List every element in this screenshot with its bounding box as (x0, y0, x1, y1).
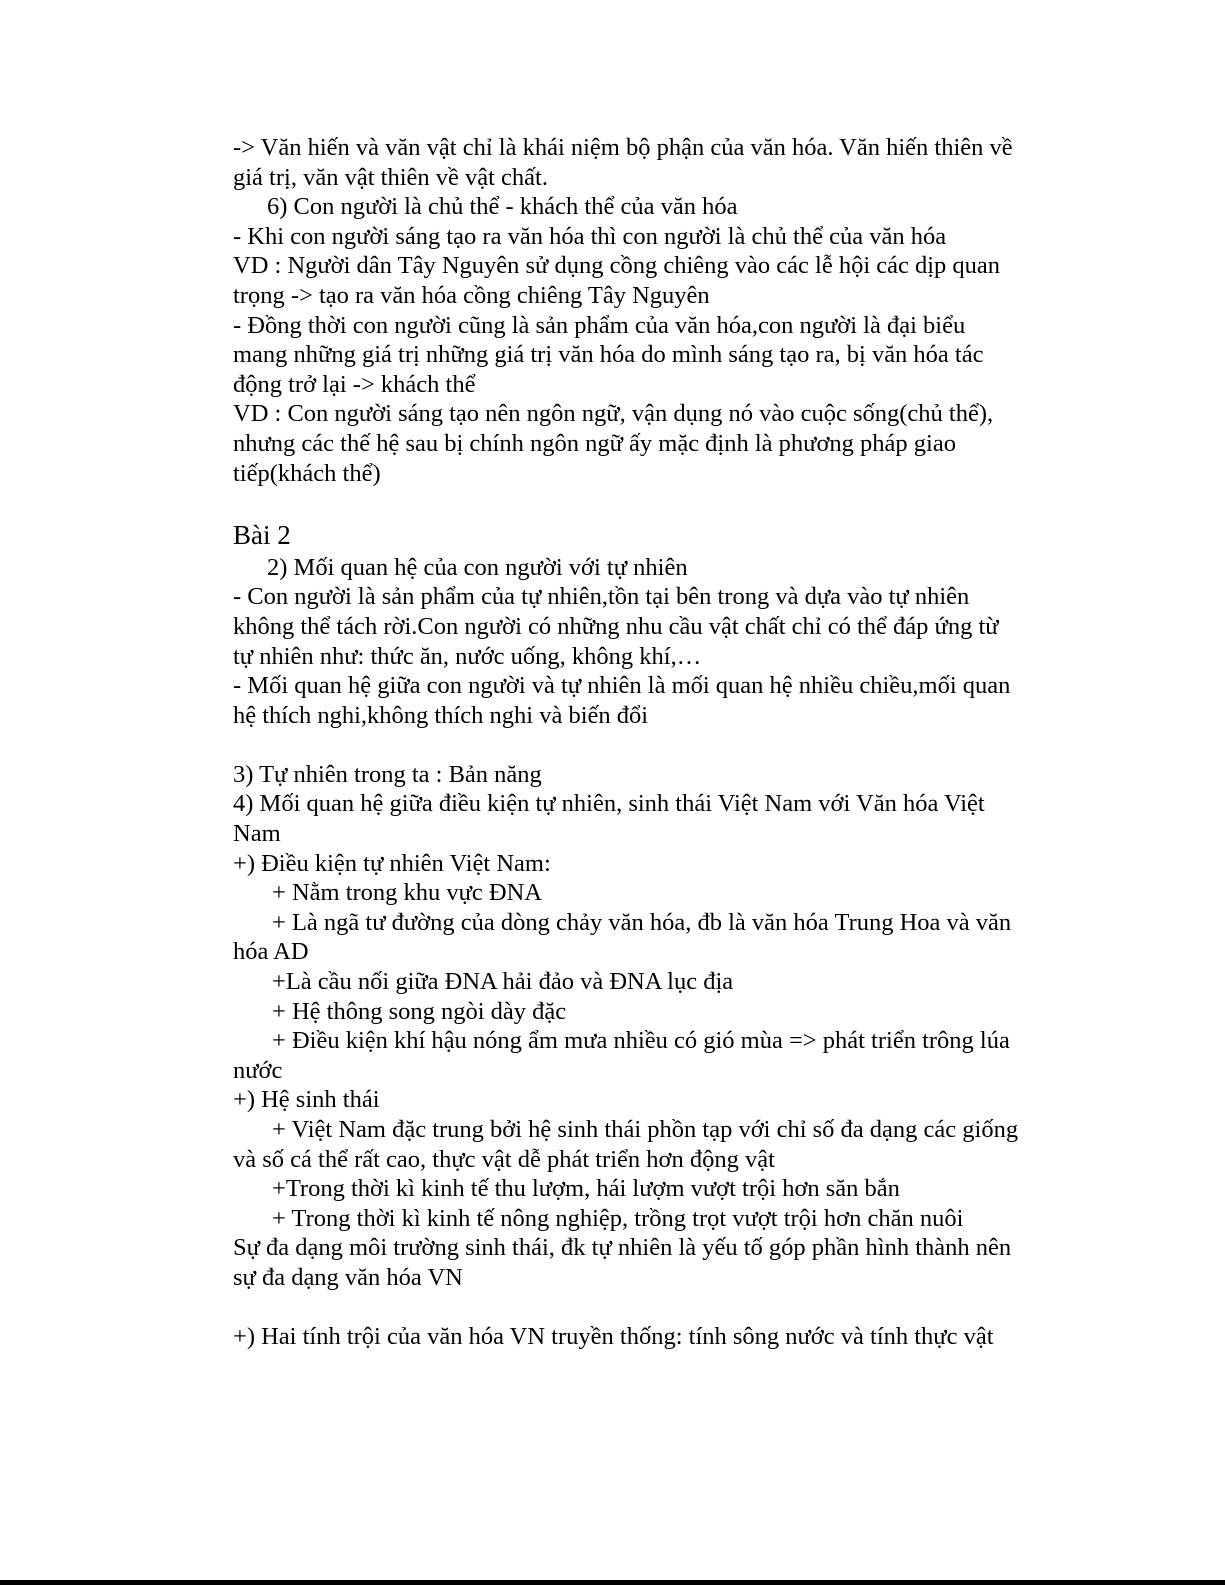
section-2-title: 2) Mối quan hệ của con người với tự nhiên (267, 553, 688, 581)
document-body (233, 133, 1023, 1352)
bullet-dna: + Nằm trong khu vực ĐNA (272, 879, 543, 907)
example-ngon-ngu: VD : Con người sáng tạo nên ngôn ngữ, vận dụng nó vào cuộc sống(chủ thể), nhưng các thế hệ sau bị chính ngôn ngữ ấy mặc định là phương pháp giao tiếp(khách thể) (233, 400, 994, 487)
bullet-cau-noi: +Là cầu nối giữa ĐNA hải đảo và ĐNA lục địa (272, 968, 734, 996)
section-6-title: 6) Con người là chủ thể - khách thể của văn hóa (267, 193, 738, 221)
paragraph-moi-quan-he: - Mối quan hệ giữa con người và tự nhiên là mối quan hệ nhiều chiều,mối quan hệ thích nghi,không thích nghi và biến đổi (233, 672, 1011, 729)
paragraph-chu-the: - Khi con người sáng tạo ra văn hóa thì con người là chủ thể của văn hóa (233, 222, 947, 250)
subsection-he-sinh-thai: +) Hệ sinh thái (233, 1086, 380, 1114)
paragraph-van-hien-van-vat: -> Văn hiến và văn vật chỉ là khái niệm bộ phận của văn hóa. Văn hiến thiên về giá trị, văn vật thiên về vật chất. (233, 134, 1013, 191)
spacer (233, 730, 1023, 760)
bullet-song-ngoi: + Hệ thông song ngòi dày đặc (272, 997, 567, 1025)
subsection-dieu-kien-tu-nhien: +) Điều kiện tự nhiên Việt Nam: (233, 849, 551, 877)
page-bottom-border (0, 1580, 1225, 1585)
bullet-nga-tu-duong: + Là ngã tư đường của dòng chảy văn hóa, đb là văn hóa Trung Hoa và văn hóa AD (233, 908, 1012, 966)
section-3-title: 3) Tự nhiên trong ta : Bản năng (233, 760, 542, 788)
paragraph-khach-the: - Đồng thời con người cũng là sản phẩm của văn hóa,con người là đại biểu mang những giá trị những giá trị văn hóa do mình sáng tạo ra, bị văn hóa tác động trở lại -> khách thể (233, 311, 984, 398)
bullet-nong-nghiep: + Trong thời kì kinh tế nông nghiệp, trồng trọt vượt trội hơn chăn nuôi (272, 1204, 964, 1232)
lesson-2-heading: Bài 2 (233, 519, 291, 550)
bullet-phon-tap: + Việt Nam đặc trung bởi hệ sinh thái phồn tạp với chỉ số đa dạng các giống và số cá thể rất cao, thực vật dễ phát triển hơn động vật (233, 1116, 1019, 1173)
section-4-title: 4) Mối quan hệ giữa điều kiện tự nhiên, sinh thái Việt Nam với Văn hóa Việt Nam (233, 790, 985, 848)
spacer (233, 1293, 1023, 1323)
paragraph-san-pham-tu-nhien: - Con người là sản phẩm của tự nhiên,tồn tại bên trong và dựa vào tự nhiên không thể tách rời.Con người có những nhu cầu vật chất chỉ có thể đáp ứng từ tự nhiên như: thức ăn, nước uống, không khí,… (233, 583, 999, 670)
example-cong-chieng: VD : Người dân Tây Nguyên sử dụng cồng chiêng vào các lễ hội các dịp quan trọng -> tạo ra văn hóa cồng chiêng Tây Nguyên (233, 252, 1001, 309)
paragraph-da-dang: Sự đa dạng môi trường sinh thái, đk tự nhiên là yếu tố góp phần hình thành nên sự đa dạng văn hóa VN (233, 1234, 1012, 1291)
bullet-khi-hau: + Điều kiện khí hậu nóng ẩm mưa nhiều có gió mùa => phát triển trông lúa nước (233, 1027, 1010, 1084)
spacer (233, 488, 1023, 518)
paragraph-tinh-troi: +) Hai tính trội của văn hóa VN truyền thống: tính sông nước và tính thực vật (233, 1323, 994, 1351)
bullet-thu-luom: +Trong thời kì kinh tế thu lượm, hái lượm vượt trội hơn săn bắn (272, 1175, 900, 1203)
